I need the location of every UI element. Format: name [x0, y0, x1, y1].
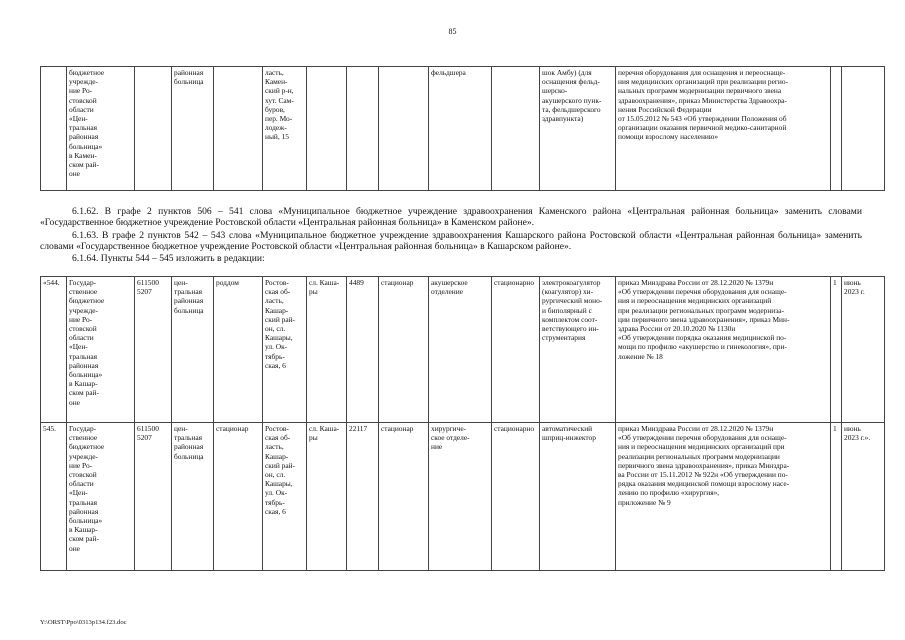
cell-care-form — [492, 67, 540, 191]
cell-unit — [214, 67, 263, 191]
cell-care-type: стационар — [379, 423, 429, 571]
cell-locality: сл. Каша- ры — [307, 277, 347, 423]
cell-subdivision: районная больница — [172, 67, 214, 191]
cell-unit: роддом — [214, 277, 263, 423]
cell-population: 4489 — [347, 277, 379, 423]
cell-equipment: шок Амбу) (для оснащения фельд- шерско- акушерского пунк- та, фельдшерского здравпункта) — [540, 67, 616, 191]
table-items-544-545 — [40, 276, 885, 571]
table-row — [41, 423, 885, 571]
cell-locality — [307, 67, 347, 191]
cell-address: ласть, Камен- ский р-н, хут. Сам- буров, пер. Мо- лодеж- ный, 15 — [263, 67, 307, 191]
cell-care-form: стационарно — [492, 277, 540, 423]
cell-institution: бюджетное учрежде- ние Ро- стовской области «Цен- тральная районная больница» в Камен- ском рай- оне — [67, 67, 135, 191]
cell-code: 611500 5207 — [135, 423, 172, 571]
cell-deadline: июнь 2023 г.». — [842, 423, 885, 571]
cell-equipment: электрокоагулятор (коагулятор) хи- рургический моно- и биполярный с комплектом соот- ветствующего ин- струментария — [540, 277, 616, 423]
table-row — [41, 67, 885, 191]
cell-care-type: стационар — [379, 277, 429, 423]
cell-code — [135, 67, 172, 191]
cell-institution: Государ- ственное бюджетное учрежде- ние Ро- стовской области «Цен- тральная районная больница» в Кашар- ском рай- оне — [67, 423, 135, 571]
cell-quantity — [831, 67, 842, 191]
cell-number — [41, 67, 67, 191]
cell-code: 611500 5207 — [135, 277, 172, 423]
cell-institution: Государ- ственное бюджетное учрежде- ние Ро- стовской области «Цен- тральная районная больница» в Кашар- ском рай- оне — [67, 277, 135, 423]
cell-subdivision: цен- тральная районная больница — [172, 423, 214, 571]
page-number: 85 — [448, 27, 457, 36]
paragraph-6-1-62: 6.1.62. В графе 2 пунктов 506 – 541 слова «Муниципальное бюджетное учреждение здравоохранения Каменского района «Центральная районная больница» заменить словами «Государственное бюджетное учреждение Ростовской области «Центральная районная больница» в Каменском районе». — [40, 206, 862, 229]
cell-subdivision: цен- тральная районная больница — [172, 277, 214, 423]
file-path-footer: Y:\ORST\Ppo\0313p134.f23.doc — [40, 619, 127, 626]
cell-quantity: 1 — [831, 423, 842, 571]
cell-address: Ростов- ская об- ласть, Кашар- ский рай- он, сл. Кашары, ул. Ок- тябрь- ская, 6 — [263, 423, 307, 571]
cell-legal-basis: перечня оборудования для оснащения и переоснаще- ния медицинских организаций при реализации регио- нальных программ модернизации первичного звена здравоохранения», приказ Министерства Здравоохра- нения Российской Федерации от 15.05.2012 № 543 «Об утверждении Положения об организации оказания первичной медико-санитарной помощи взрослому населению» — [616, 67, 831, 191]
cell-department: хирургиче- ское отделе- ние — [429, 423, 492, 571]
table-fragment-top — [40, 66, 885, 191]
table-row — [41, 277, 885, 423]
cell-department: фельдшера — [429, 67, 492, 191]
cell-number: «544. — [41, 277, 67, 423]
cell-care-type — [379, 67, 429, 191]
cell-deadline: июнь 2023 г. — [842, 277, 885, 423]
cell-equipment: автоматический шприц-инжектор — [540, 423, 616, 571]
cell-population: 22117 — [347, 423, 379, 571]
cell-department: акушерское отделение — [429, 277, 492, 423]
cell-number: 545. — [41, 423, 67, 571]
cell-legal-basis: приказ Минздрава России от 28.12.2020 № 1379н «Об утверждении перечня оборудования для оснаще- ния и переоснащения медицинских организаций при реализации региональных программ модерниза- ции первичного звена здравоохранения», приказ Мин- здрава России от 20.10.2020 № 1130н «Об утверждении порядка оказания медицинской по- мощи по профилю «акушерство и гинекология», при- ложение № 18 — [616, 277, 831, 423]
cell-population — [347, 67, 379, 191]
cell-locality: сл. Каша- ры — [307, 423, 347, 571]
cell-legal-basis: приказ Минздрава России от 28.12.2020 № 1379н «Об утверждении перечня оборудования для оснаще- ния и переоснащения медицинских организаций при реализации региональных программ модернизации первичного звена здравоохранения», приказ Минздра- ва России от 15.11.2012 № 922н «Об утверждении по- рядка оказания медицинской помощи взрослому насе- лению по профилю «хирургия», приложение № 9 — [616, 423, 831, 571]
cell-quantity: 1 — [831, 277, 842, 423]
cell-care-form: стационарно — [492, 423, 540, 571]
cell-deadline — [842, 67, 885, 191]
paragraph-6-1-64: 6.1.64. Пункты 544 – 545 изложить в редакции: — [72, 253, 265, 264]
cell-address: Ростов- ская об- ласть, Кашар- ский рай- он, сл. Кашары, ул. Ок- тябрь- ская, 6 — [263, 277, 307, 423]
paragraph-6-1-63: 6.1.63. В графе 2 пунктов 542 – 543 слова «Муниципальное бюджетное учреждение здравоохранения Кашарского района Ростовской области «Центральная районная больница» заменить словами «Государственное бюджетное учреждение Ростовской области «Центральная районная больница» в Кашарском районе». — [40, 230, 862, 253]
cell-unit: стационар — [214, 423, 263, 571]
